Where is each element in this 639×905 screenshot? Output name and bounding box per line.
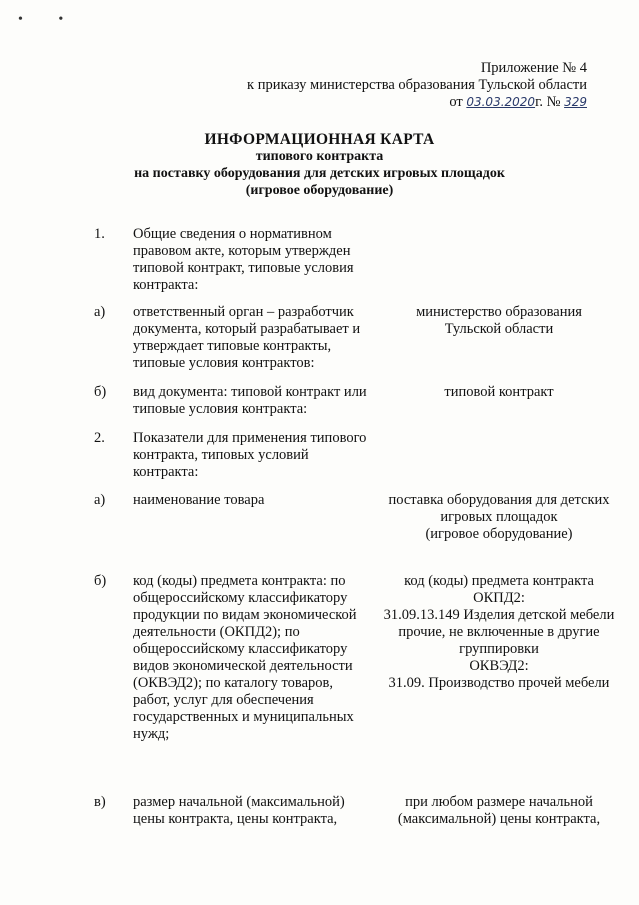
appendix-line: Приложение № 4 <box>480 60 587 76</box>
value-line: Тульской области <box>444 321 554 337</box>
value-line: министерство образования <box>416 304 582 320</box>
item-number: в) <box>94 794 106 810</box>
value-line: ОКПД2: <box>473 590 525 606</box>
date-line <box>207 94 587 111</box>
value-line: прочие, не включенные в другие <box>398 624 600 640</box>
appendix-header <box>207 60 587 111</box>
item-label: наименование товара <box>133 492 265 508</box>
number-prefix: г. № <box>535 94 561 110</box>
title-main: ИНФОРМАЦИОННАЯ КАРТА <box>204 131 435 148</box>
value-line: (игровое оборудование) <box>425 526 573 542</box>
value-line: типовой контракт <box>444 384 554 400</box>
order-line: к приказу министерства образования Тульской области <box>247 77 587 93</box>
item-label: Общие сведения о нормативном правовом акте, которым утвержден типовой контракт, типовые условия контракта: <box>133 226 354 293</box>
item-label: Показатели для применения типового контракта, типовых условий контракта: <box>133 430 367 480</box>
title-line: (игровое оборудование) <box>245 183 394 198</box>
item-value <box>368 492 630 543</box>
value-line: при любом размере начальной <box>405 794 593 810</box>
value-line: игровых площадок <box>440 509 558 525</box>
value-line: 31.09.13.149 Изделия детской мебели <box>383 607 615 623</box>
item-value <box>368 794 630 828</box>
document-title <box>0 131 639 199</box>
title-line: типового контракта <box>255 149 384 164</box>
value-line: (максимальной) цены контракта, <box>397 811 601 827</box>
value-line: 31.09. Производство прочей мебели <box>388 675 610 691</box>
handwritten-number: 329 <box>564 95 587 109</box>
item-value <box>368 573 630 692</box>
item-number: а) <box>94 492 106 508</box>
item-value <box>368 384 630 401</box>
item-number: б) <box>94 573 107 589</box>
item-label: размер начальной (максимальной) цены контракта, цены контракта, <box>133 794 345 827</box>
item-number: а) <box>94 304 106 320</box>
value-line: поставка оборудования для детских <box>388 492 610 508</box>
value-line: группировки <box>459 641 539 657</box>
item-number: 1. <box>94 226 105 242</box>
title-line: на поставку оборудования для детских игровых площадок <box>134 166 505 181</box>
value-line: ОКВЭД2: <box>469 658 529 674</box>
handwritten-date: 03.03.2020 <box>466 95 536 109</box>
item-label: вид документа: типовой контракт или типовые условия контракта: <box>133 384 367 417</box>
date-prefix: от <box>449 94 463 110</box>
scan-dots: • • <box>18 12 80 27</box>
item-label: ответственный орган – разработчик документа, который разрабатывает и утверждает типовые контракты, типовые условия контрактов: <box>133 304 361 371</box>
item-value <box>368 304 630 338</box>
item-number: 2. <box>94 430 105 446</box>
item-label: код (коды) предмета контракта: по общероссийскому классификатору продукции по видам экономической деятельности (ОКПД2); по общероссийскому классификатору видов экономической деятельности (ОКВЭД2); по каталогу товаров, работ, услуг для обеспечения государственных и муниципальных нужд; <box>133 573 357 742</box>
value-line: код (коды) предмета контракта <box>404 573 594 589</box>
item-number: б) <box>94 384 107 400</box>
